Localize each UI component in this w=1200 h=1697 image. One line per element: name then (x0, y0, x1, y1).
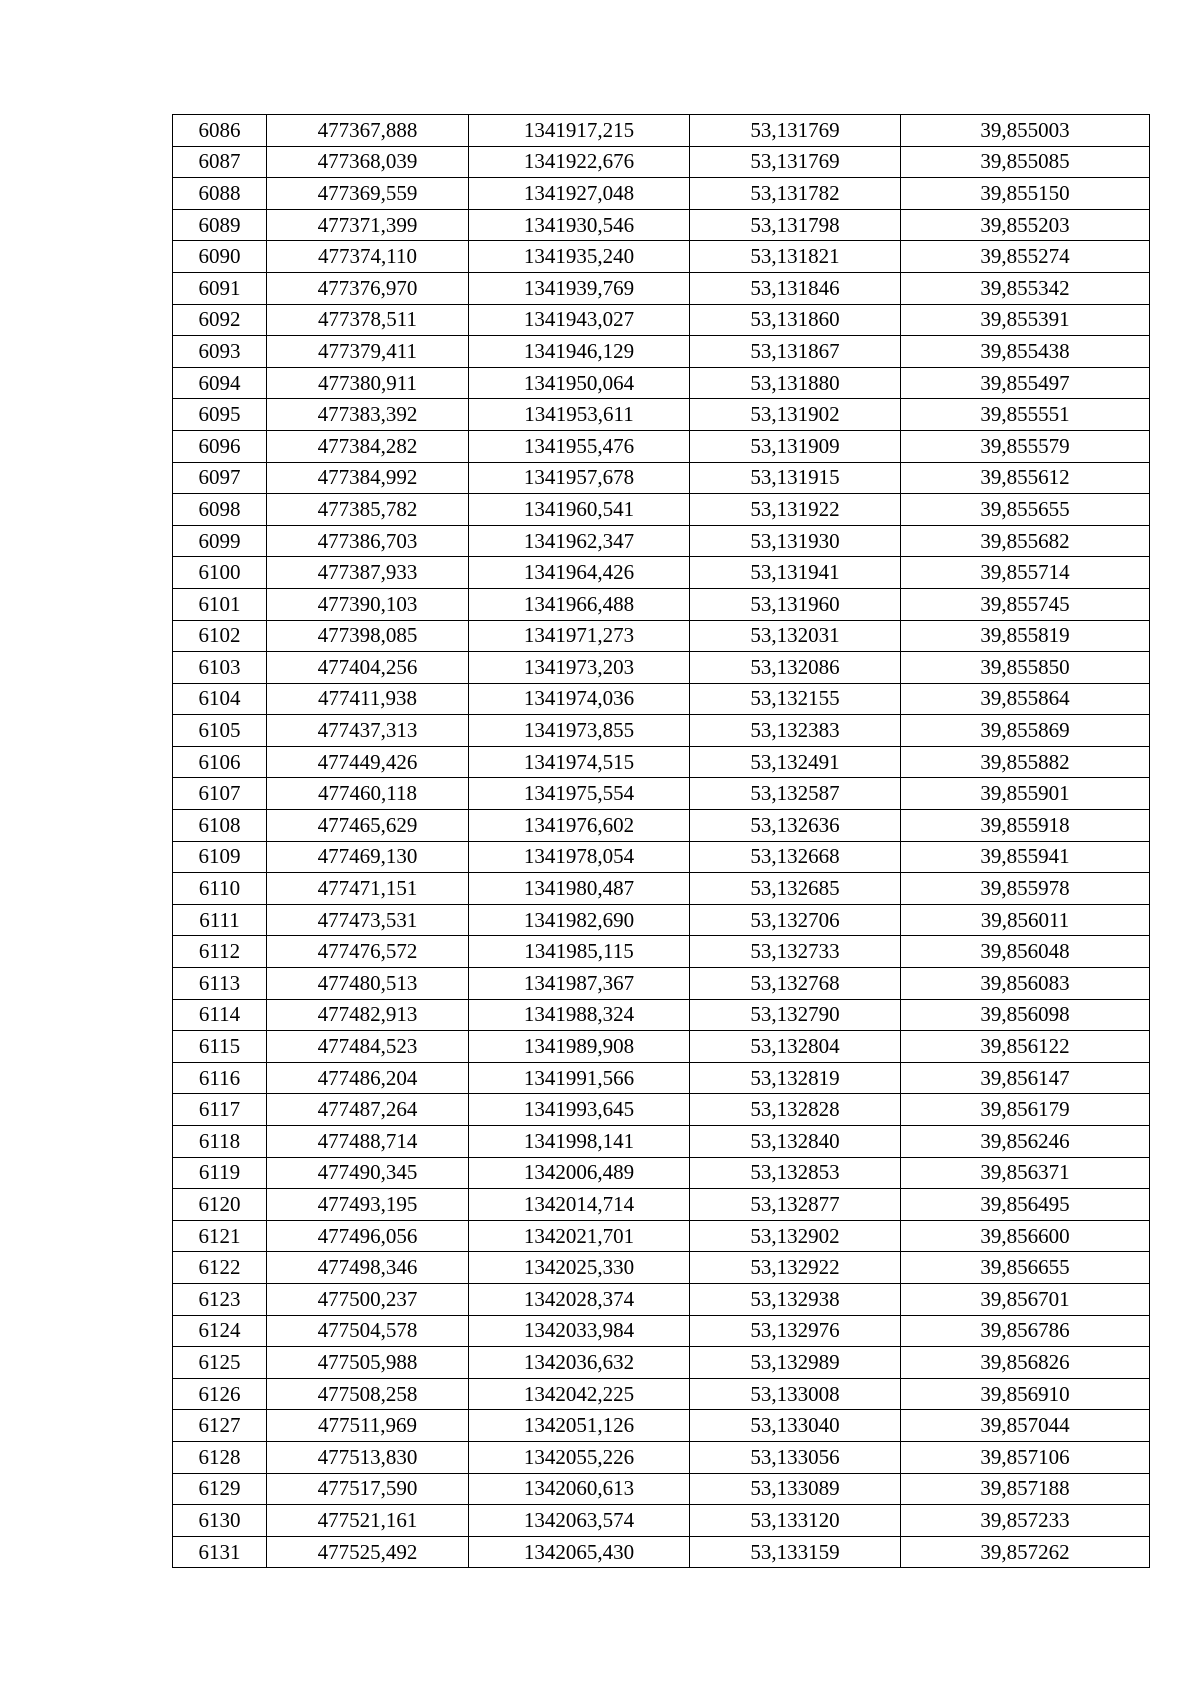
table-row (173, 1410, 1150, 1442)
x-coordinate-cell: 477460,118 (267, 778, 469, 810)
longitude-cell: 39,856701 (901, 1283, 1150, 1315)
table-row (173, 1189, 1150, 1221)
longitude-cell: 39,856786 (901, 1315, 1150, 1347)
y-coordinate-cell: 1341946,129 (469, 336, 690, 368)
x-coordinate-cell: 477384,282 (267, 430, 469, 462)
latitude-cell: 53,132668 (690, 841, 901, 873)
y-coordinate-cell: 1341993,645 (469, 1094, 690, 1126)
x-coordinate-cell: 477371,399 (267, 209, 469, 241)
point-number-cell: 6086 (173, 115, 267, 147)
x-coordinate-cell: 477513,830 (267, 1441, 469, 1473)
longitude-cell: 39,857188 (901, 1473, 1150, 1505)
longitude-cell: 39,855655 (901, 494, 1150, 526)
table-row (173, 462, 1150, 494)
table-row (173, 525, 1150, 557)
longitude-cell: 39,855882 (901, 746, 1150, 778)
longitude-cell: 39,855391 (901, 304, 1150, 336)
x-coordinate-cell: 477476,572 (267, 936, 469, 968)
y-coordinate-cell: 1342065,430 (469, 1536, 690, 1568)
longitude-cell: 39,857044 (901, 1410, 1150, 1442)
point-number-cell: 6112 (173, 936, 267, 968)
point-number-cell: 6098 (173, 494, 267, 526)
y-coordinate-cell: 1341964,426 (469, 557, 690, 589)
latitude-cell: 53,132877 (690, 1189, 901, 1221)
point-number-cell: 6115 (173, 1031, 267, 1063)
latitude-cell: 53,132733 (690, 936, 901, 968)
latitude-cell: 53,131930 (690, 525, 901, 557)
point-number-cell: 6093 (173, 336, 267, 368)
longitude-cell: 39,855745 (901, 588, 1150, 620)
y-coordinate-cell: 1341985,115 (469, 936, 690, 968)
latitude-cell: 53,131798 (690, 209, 901, 241)
y-coordinate-cell: 1342006,489 (469, 1157, 690, 1189)
x-coordinate-cell: 477367,888 (267, 115, 469, 147)
point-number-cell: 6114 (173, 999, 267, 1031)
point-number-cell: 6127 (173, 1410, 267, 1442)
longitude-cell: 39,855869 (901, 715, 1150, 747)
point-number-cell: 6130 (173, 1505, 267, 1537)
point-number-cell: 6126 (173, 1378, 267, 1410)
point-number-cell: 6116 (173, 1062, 267, 1094)
longitude-cell: 39,856371 (901, 1157, 1150, 1189)
x-coordinate-cell: 477525,492 (267, 1536, 469, 1568)
x-coordinate-cell: 477404,256 (267, 652, 469, 684)
x-coordinate-cell: 477380,911 (267, 367, 469, 399)
latitude-cell: 53,131782 (690, 178, 901, 210)
y-coordinate-cell: 1341988,324 (469, 999, 690, 1031)
y-coordinate-cell: 1341971,273 (469, 620, 690, 652)
x-coordinate-cell: 477487,264 (267, 1094, 469, 1126)
point-number-cell: 6094 (173, 367, 267, 399)
latitude-cell: 53,131941 (690, 557, 901, 589)
table-row (173, 1505, 1150, 1537)
table-row (173, 746, 1150, 778)
table-row (173, 146, 1150, 178)
longitude-cell: 39,855342 (901, 272, 1150, 304)
x-coordinate-cell: 477493,195 (267, 1189, 469, 1221)
table-row (173, 557, 1150, 589)
table-row (173, 904, 1150, 936)
latitude-cell: 53,132768 (690, 968, 901, 1000)
longitude-cell: 39,856910 (901, 1378, 1150, 1410)
x-coordinate-cell: 477490,345 (267, 1157, 469, 1189)
x-coordinate-cell: 477378,511 (267, 304, 469, 336)
longitude-cell: 39,855497 (901, 367, 1150, 399)
point-number-cell: 6121 (173, 1220, 267, 1252)
latitude-cell: 53,132587 (690, 778, 901, 810)
x-coordinate-cell: 477374,110 (267, 241, 469, 273)
y-coordinate-cell: 1341927,048 (469, 178, 690, 210)
point-number-cell: 6107 (173, 778, 267, 810)
y-coordinate-cell: 1341922,676 (469, 146, 690, 178)
table-row (173, 209, 1150, 241)
latitude-cell: 53,131960 (690, 588, 901, 620)
table-row (173, 399, 1150, 431)
longitude-cell: 39,855978 (901, 873, 1150, 905)
latitude-cell: 53,131860 (690, 304, 901, 336)
longitude-cell: 39,855438 (901, 336, 1150, 368)
point-number-cell: 6111 (173, 904, 267, 936)
table-row (173, 430, 1150, 462)
table-row (173, 1094, 1150, 1126)
longitude-cell: 39,857233 (901, 1505, 1150, 1537)
x-coordinate-cell: 477511,969 (267, 1410, 469, 1442)
latitude-cell: 53,132155 (690, 683, 901, 715)
latitude-cell: 53,131922 (690, 494, 901, 526)
point-number-cell: 6129 (173, 1473, 267, 1505)
longitude-cell: 39,856122 (901, 1031, 1150, 1063)
x-coordinate-cell: 477369,559 (267, 178, 469, 210)
latitude-cell: 53,132031 (690, 620, 901, 652)
longitude-cell: 39,856048 (901, 936, 1150, 968)
x-coordinate-cell: 477449,426 (267, 746, 469, 778)
table-row (173, 1031, 1150, 1063)
table-row (173, 873, 1150, 905)
x-coordinate-cell: 477482,913 (267, 999, 469, 1031)
latitude-cell: 53,132938 (690, 1283, 901, 1315)
x-coordinate-cell: 477376,970 (267, 272, 469, 304)
table-row (173, 336, 1150, 368)
y-coordinate-cell: 1341953,611 (469, 399, 690, 431)
point-number-cell: 6096 (173, 430, 267, 462)
coordinates-table-body (173, 115, 1150, 1568)
y-coordinate-cell: 1341960,541 (469, 494, 690, 526)
table-row (173, 1220, 1150, 1252)
table-row (173, 178, 1150, 210)
table-row (173, 1157, 1150, 1189)
x-coordinate-cell: 477379,411 (267, 336, 469, 368)
y-coordinate-cell: 1341974,515 (469, 746, 690, 778)
latitude-cell: 53,131769 (690, 115, 901, 147)
latitude-cell: 53,131902 (690, 399, 901, 431)
y-coordinate-cell: 1342028,374 (469, 1283, 690, 1315)
table-row (173, 588, 1150, 620)
latitude-cell: 53,131880 (690, 367, 901, 399)
longitude-cell: 39,855003 (901, 115, 1150, 147)
y-coordinate-cell: 1341975,554 (469, 778, 690, 810)
table-row (173, 1315, 1150, 1347)
latitude-cell: 53,132989 (690, 1347, 901, 1379)
point-number-cell: 6124 (173, 1315, 267, 1347)
latitude-cell: 53,132819 (690, 1062, 901, 1094)
latitude-cell: 53,131909 (690, 430, 901, 462)
latitude-cell: 53,132491 (690, 746, 901, 778)
table-row (173, 936, 1150, 968)
x-coordinate-cell: 477384,992 (267, 462, 469, 494)
y-coordinate-cell: 1342042,225 (469, 1378, 690, 1410)
y-coordinate-cell: 1342014,714 (469, 1189, 690, 1221)
point-number-cell: 6099 (173, 525, 267, 557)
y-coordinate-cell: 1341966,488 (469, 588, 690, 620)
point-number-cell: 6125 (173, 1347, 267, 1379)
table-row (173, 1252, 1150, 1284)
longitude-cell: 39,855579 (901, 430, 1150, 462)
table-row (173, 115, 1150, 147)
x-coordinate-cell: 477486,204 (267, 1062, 469, 1094)
x-coordinate-cell: 477496,056 (267, 1220, 469, 1252)
table-row (173, 1441, 1150, 1473)
x-coordinate-cell: 477480,513 (267, 968, 469, 1000)
y-coordinate-cell: 1341955,476 (469, 430, 690, 462)
point-number-cell: 6106 (173, 746, 267, 778)
y-coordinate-cell: 1341939,769 (469, 272, 690, 304)
point-number-cell: 6108 (173, 810, 267, 842)
point-number-cell: 6113 (173, 968, 267, 1000)
x-coordinate-cell: 477473,531 (267, 904, 469, 936)
table-row (173, 999, 1150, 1031)
table-row (173, 1536, 1150, 1568)
point-number-cell: 6103 (173, 652, 267, 684)
table-row (173, 272, 1150, 304)
y-coordinate-cell: 1341974,036 (469, 683, 690, 715)
point-number-cell: 6119 (173, 1157, 267, 1189)
point-number-cell: 6089 (173, 209, 267, 241)
point-number-cell: 6092 (173, 304, 267, 336)
y-coordinate-cell: 1341943,027 (469, 304, 690, 336)
x-coordinate-cell: 477385,782 (267, 494, 469, 526)
latitude-cell: 53,132804 (690, 1031, 901, 1063)
point-number-cell: 6117 (173, 1094, 267, 1126)
y-coordinate-cell: 1341962,347 (469, 525, 690, 557)
latitude-cell: 53,132853 (690, 1157, 901, 1189)
y-coordinate-cell: 1341989,908 (469, 1031, 690, 1063)
table-row (173, 968, 1150, 1000)
longitude-cell: 39,856655 (901, 1252, 1150, 1284)
latitude-cell: 53,132828 (690, 1094, 901, 1126)
x-coordinate-cell: 477505,988 (267, 1347, 469, 1379)
table-row (173, 1283, 1150, 1315)
y-coordinate-cell: 1342051,126 (469, 1410, 690, 1442)
x-coordinate-cell: 477500,237 (267, 1283, 469, 1315)
y-coordinate-cell: 1341930,546 (469, 209, 690, 241)
table-row (173, 778, 1150, 810)
y-coordinate-cell: 1341982,690 (469, 904, 690, 936)
x-coordinate-cell: 477411,938 (267, 683, 469, 715)
x-coordinate-cell: 477521,161 (267, 1505, 469, 1537)
longitude-cell: 39,856147 (901, 1062, 1150, 1094)
latitude-cell: 53,132922 (690, 1252, 901, 1284)
latitude-cell: 53,132086 (690, 652, 901, 684)
y-coordinate-cell: 1341987,367 (469, 968, 690, 1000)
table-row (173, 1473, 1150, 1505)
x-coordinate-cell: 477390,103 (267, 588, 469, 620)
point-number-cell: 6128 (173, 1441, 267, 1473)
longitude-cell: 39,855612 (901, 462, 1150, 494)
y-coordinate-cell: 1342060,613 (469, 1473, 690, 1505)
y-coordinate-cell: 1341973,855 (469, 715, 690, 747)
point-number-cell: 6097 (173, 462, 267, 494)
point-number-cell: 6101 (173, 588, 267, 620)
latitude-cell: 53,132636 (690, 810, 901, 842)
longitude-cell: 39,857106 (901, 1441, 1150, 1473)
y-coordinate-cell: 1341980,487 (469, 873, 690, 905)
y-coordinate-cell: 1341973,203 (469, 652, 690, 684)
y-coordinate-cell: 1341957,678 (469, 462, 690, 494)
x-coordinate-cell: 477437,313 (267, 715, 469, 747)
y-coordinate-cell: 1341935,240 (469, 241, 690, 273)
x-coordinate-cell: 477465,629 (267, 810, 469, 842)
point-number-cell: 6104 (173, 683, 267, 715)
longitude-cell: 39,856826 (901, 1347, 1150, 1379)
table-row (173, 1062, 1150, 1094)
table-row (173, 494, 1150, 526)
x-coordinate-cell: 477469,130 (267, 841, 469, 873)
longitude-cell: 39,855150 (901, 178, 1150, 210)
x-coordinate-cell: 477508,258 (267, 1378, 469, 1410)
longitude-cell: 39,855551 (901, 399, 1150, 431)
y-coordinate-cell: 1341991,566 (469, 1062, 690, 1094)
latitude-cell: 53,133056 (690, 1441, 901, 1473)
point-number-cell: 6120 (173, 1189, 267, 1221)
point-number-cell: 6131 (173, 1536, 267, 1568)
longitude-cell: 39,855203 (901, 209, 1150, 241)
table-row (173, 241, 1150, 273)
latitude-cell: 53,131769 (690, 146, 901, 178)
longitude-cell: 39,855864 (901, 683, 1150, 715)
x-coordinate-cell: 477368,039 (267, 146, 469, 178)
longitude-cell: 39,855941 (901, 841, 1150, 873)
point-number-cell: 6123 (173, 1283, 267, 1315)
x-coordinate-cell: 477471,151 (267, 873, 469, 905)
point-number-cell: 6095 (173, 399, 267, 431)
latitude-cell: 53,132790 (690, 999, 901, 1031)
latitude-cell: 53,132902 (690, 1220, 901, 1252)
latitude-cell: 53,133159 (690, 1536, 901, 1568)
y-coordinate-cell: 1341978,054 (469, 841, 690, 873)
table-row (173, 652, 1150, 684)
point-number-cell: 6091 (173, 272, 267, 304)
table-row (173, 367, 1150, 399)
longitude-cell: 39,856495 (901, 1189, 1150, 1221)
latitude-cell: 53,132685 (690, 873, 901, 905)
table-row (173, 620, 1150, 652)
latitude-cell: 53,132383 (690, 715, 901, 747)
latitude-cell: 53,132840 (690, 1126, 901, 1158)
longitude-cell: 39,855682 (901, 525, 1150, 557)
table-row (173, 683, 1150, 715)
table-row (173, 1378, 1150, 1410)
table-row (173, 1126, 1150, 1158)
x-coordinate-cell: 477387,933 (267, 557, 469, 589)
longitude-cell: 39,855901 (901, 778, 1150, 810)
point-number-cell: 6105 (173, 715, 267, 747)
y-coordinate-cell: 1342021,701 (469, 1220, 690, 1252)
x-coordinate-cell: 477504,578 (267, 1315, 469, 1347)
table-row (173, 304, 1150, 336)
latitude-cell: 53,132976 (690, 1315, 901, 1347)
longitude-cell: 39,855274 (901, 241, 1150, 273)
x-coordinate-cell: 477498,346 (267, 1252, 469, 1284)
longitude-cell: 39,856083 (901, 968, 1150, 1000)
longitude-cell: 39,855850 (901, 652, 1150, 684)
point-number-cell: 6100 (173, 557, 267, 589)
longitude-cell: 39,856600 (901, 1220, 1150, 1252)
y-coordinate-cell: 1341917,215 (469, 115, 690, 147)
y-coordinate-cell: 1342025,330 (469, 1252, 690, 1284)
table-row (173, 841, 1150, 873)
longitude-cell: 39,855819 (901, 620, 1150, 652)
latitude-cell: 53,131846 (690, 272, 901, 304)
table-row (173, 810, 1150, 842)
latitude-cell: 53,131915 (690, 462, 901, 494)
latitude-cell: 53,132706 (690, 904, 901, 936)
longitude-cell: 39,856246 (901, 1126, 1150, 1158)
x-coordinate-cell: 477488,714 (267, 1126, 469, 1158)
longitude-cell: 39,856011 (901, 904, 1150, 936)
longitude-cell: 39,855918 (901, 810, 1150, 842)
point-number-cell: 6110 (173, 873, 267, 905)
y-coordinate-cell: 1342036,632 (469, 1347, 690, 1379)
x-coordinate-cell: 477386,703 (267, 525, 469, 557)
latitude-cell: 53,133120 (690, 1505, 901, 1537)
latitude-cell: 53,133040 (690, 1410, 901, 1442)
y-coordinate-cell: 1342063,574 (469, 1505, 690, 1537)
point-number-cell: 6090 (173, 241, 267, 273)
longitude-cell: 39,855714 (901, 557, 1150, 589)
longitude-cell: 39,855085 (901, 146, 1150, 178)
x-coordinate-cell: 477517,590 (267, 1473, 469, 1505)
point-number-cell: 6118 (173, 1126, 267, 1158)
x-coordinate-cell: 477383,392 (267, 399, 469, 431)
y-coordinate-cell: 1342055,226 (469, 1441, 690, 1473)
point-number-cell: 6102 (173, 620, 267, 652)
x-coordinate-cell: 477484,523 (267, 1031, 469, 1063)
y-coordinate-cell: 1341950,064 (469, 367, 690, 399)
point-number-cell: 6087 (173, 146, 267, 178)
table-row (173, 1347, 1150, 1379)
y-coordinate-cell: 1342033,984 (469, 1315, 690, 1347)
latitude-cell: 53,133008 (690, 1378, 901, 1410)
y-coordinate-cell: 1341998,141 (469, 1126, 690, 1158)
point-number-cell: 6122 (173, 1252, 267, 1284)
table-row (173, 715, 1150, 747)
point-number-cell: 6109 (173, 841, 267, 873)
coordinates-table (172, 114, 1150, 1568)
longitude-cell: 39,856179 (901, 1094, 1150, 1126)
point-number-cell: 6088 (173, 178, 267, 210)
longitude-cell: 39,857262 (901, 1536, 1150, 1568)
latitude-cell: 53,131867 (690, 336, 901, 368)
x-coordinate-cell: 477398,085 (267, 620, 469, 652)
longitude-cell: 39,856098 (901, 999, 1150, 1031)
latitude-cell: 53,133089 (690, 1473, 901, 1505)
latitude-cell: 53,131821 (690, 241, 901, 273)
y-coordinate-cell: 1341976,602 (469, 810, 690, 842)
